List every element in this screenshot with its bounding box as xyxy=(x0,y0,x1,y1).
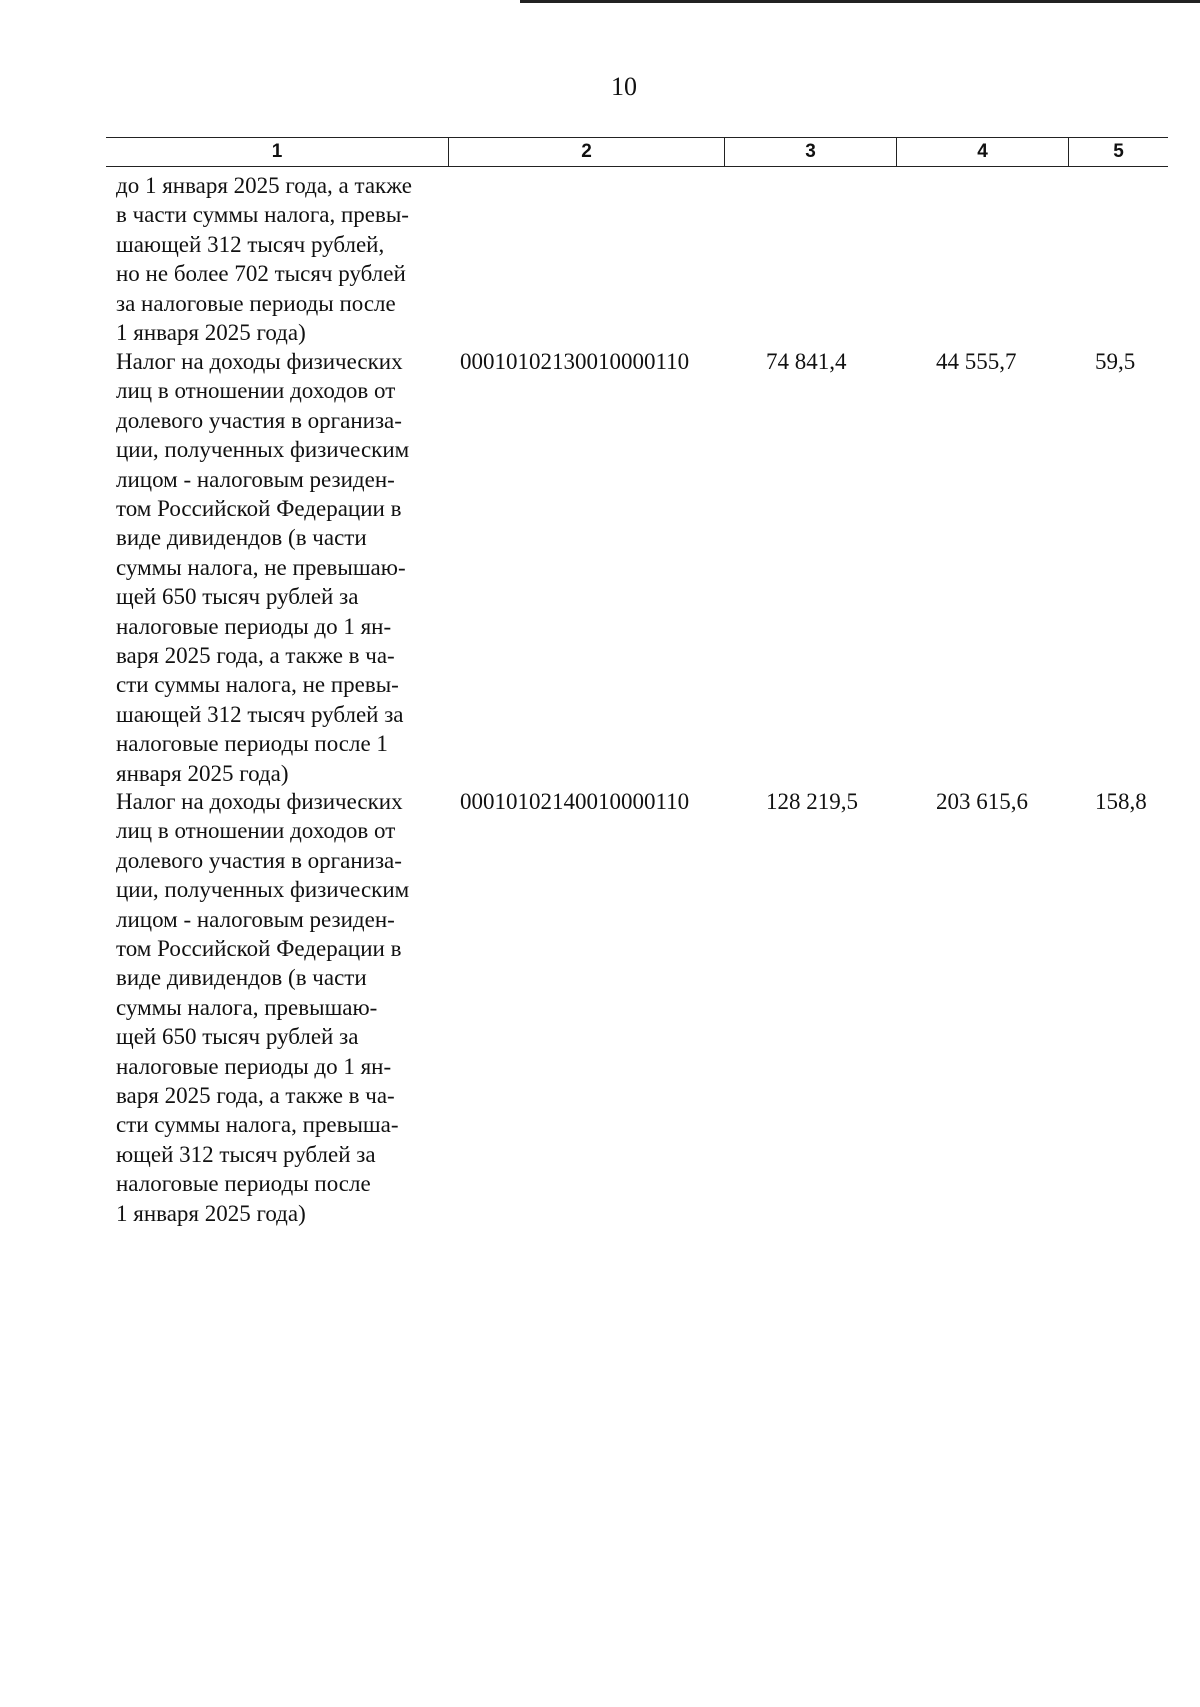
row-2-description: Налог на доходы физических лиц в отношении доходов от долевого участия в организа- ции, полученных физическим лицом - налоговым резиден- том Российской Федерации в виде дивидендов (в части суммы налога, не превышаю- щей 650 тысяч рублей за налоговые периоды до 1 ян- варя 2025 года, а также в ча- сти суммы налога, не превы- шающей 312 тысяч рублей за налоговые периоды после 1 января 2025 года) xyxy=(116,349,410,786)
table-header xyxy=(106,137,1168,167)
row-3-description: Налог на доходы физических лиц в отношении доходов от долевого участия в организа- ции, полученных физическим лицом - налоговым резиден- том Российской Федерации в виде дивидендов (в части суммы налога, превышаю- щей 650 тысяч рублей за налоговые периоды до 1 ян- варя 2025 года, а также в ча- сти суммы налога, превыша- ющей 312 тысяч рублей за налоговые периоды после 1 января 2025 года) xyxy=(116,789,410,1226)
row-2-col4: 44 555,7 xyxy=(936,349,1017,374)
row-2-code: 00010102130010000110 xyxy=(460,349,690,374)
row-2-col5: 59,5 xyxy=(1095,349,1136,374)
row-3-col3: 128 219,5 xyxy=(766,789,858,814)
row-3-col4: 203 615,6 xyxy=(936,789,1028,814)
header-col-2: 2 xyxy=(448,138,724,166)
page-number: 10 xyxy=(611,72,637,101)
header-col-1: 1 xyxy=(271,141,283,162)
header-col-3: 3 xyxy=(724,138,896,166)
row-3-col5: 158,8 xyxy=(1095,789,1147,814)
row-3-code: 00010102140010000110 xyxy=(460,789,690,814)
row-1-description: до 1 января 2025 года, а также в части суммы налога, превы- шающей 312 тысяч рублей, но не более 702 тысяч рублей за налоговые периоды после 1 января 2025 года) xyxy=(116,173,413,346)
row-2-col3: 74 841,4 xyxy=(766,349,847,374)
header-col-4: 4 xyxy=(896,138,1068,166)
page-top-edge xyxy=(520,0,1200,3)
header-col-5: 5 xyxy=(1068,138,1168,166)
